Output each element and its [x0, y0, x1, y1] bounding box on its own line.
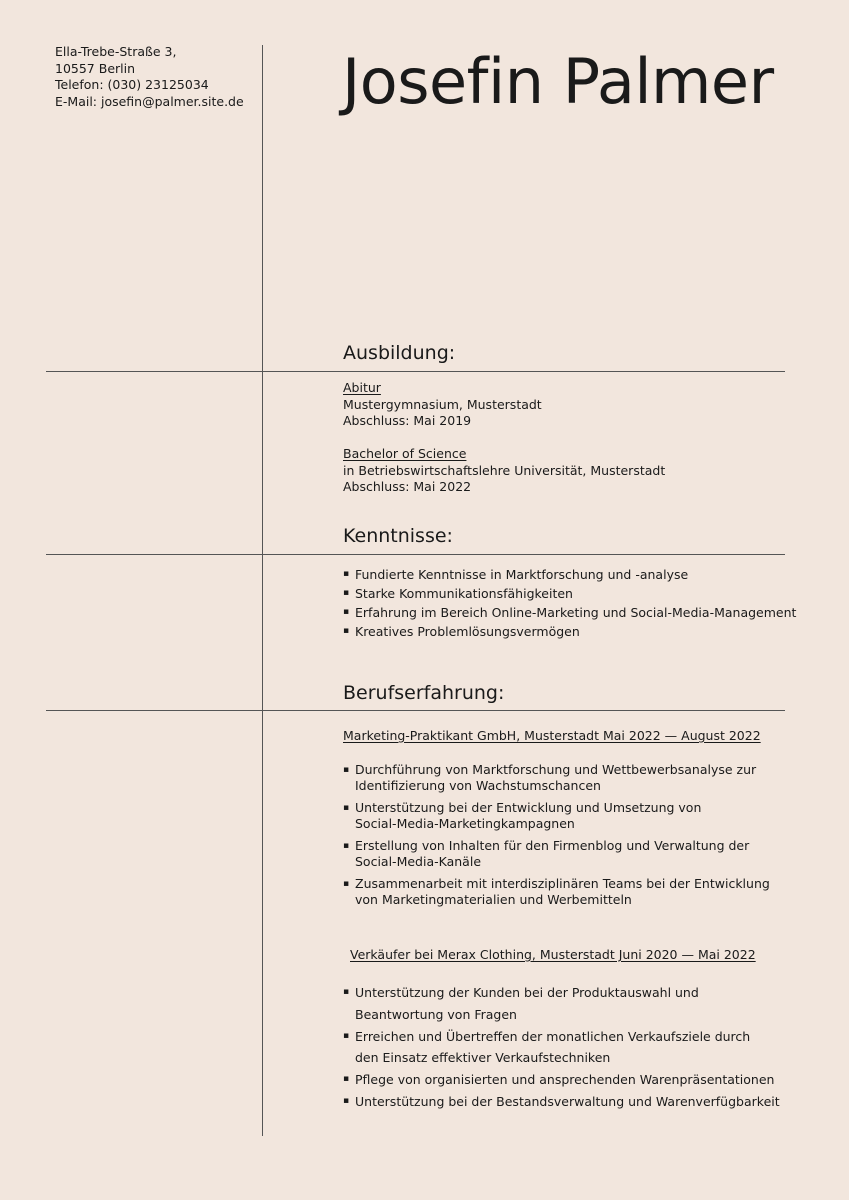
list-item: ▪ Kreatives Problemlösungsvermögen: [343, 622, 796, 641]
list-item: ▪ Zusammenarbeit mit interdisziplinären Teams bei der Entwicklung von Marketingmaterialien und Werbemitteln: [343, 876, 770, 908]
degree-institution: in Betriebswirtschaftslehre Universität, Musterstadt: [343, 462, 666, 478]
skills-divider: [46, 554, 785, 555]
list-item: ▪ Unterstützung bei der Bestandsverwaltung und Warenverfügbarkeit: [343, 1091, 780, 1113]
experience-heading: Berufserfahrung:: [343, 682, 505, 704]
contact-city: 10557 Berlin: [55, 60, 136, 76]
degree-title: Bachelor of Science: [343, 446, 467, 461]
contact-block: [55, 44, 244, 111]
list-item: ▪ Erreichen und Übertreffen der monatlichen Verkaufsziele durch den Einsatz effektiver Verkaufstechniken: [343, 1026, 780, 1069]
list-item: ▪ Erstellung von Inhalten für den Firmenblog und Verwaltung der Social-Media-Kanäle: [343, 838, 770, 870]
education-divider: [46, 371, 785, 372]
education-item: [343, 380, 542, 430]
contact-phone: Telefon: (030) 23125034: [55, 77, 209, 93]
degree-completion: Abschluss: Mai 2022: [343, 479, 472, 495]
experience-divider: [46, 710, 785, 711]
degree-title: Abitur: [343, 380, 381, 395]
degree-institution: Mustergymnasium, Musterstadt: [343, 396, 542, 412]
list-item: ▪ Starke Kommunikationsfähigkeiten: [343, 584, 796, 603]
page-title: Josefin Palmer: [342, 45, 774, 118]
list-item: ▪ Fundierte Kenntnisse in Marktforschung und -analyse: [343, 565, 796, 584]
education-heading: Ausbildung:: [343, 342, 456, 364]
job-title: Verkäufer bei Merax Clothing, Musterstadt Juni 2020 — Mai 2022: [350, 947, 756, 962]
list-item: ▪ Durchführung von Marktforschung und Wettbewerbsanalyse zur Identifizierung von Wachstumschancen: [343, 762, 770, 794]
skills-heading: Kenntnisse:: [343, 525, 453, 547]
skills-list: [343, 565, 796, 641]
list-item: ▪ Unterstützung der Kunden bei der Produktauswahl und Beantwortung von Fragen: [343, 982, 780, 1025]
list-item: ▪ Pflege von organisierten und ansprechenden Warenpräsentationen: [343, 1069, 780, 1091]
list-item: ▪ Unterstützung bei der Entwicklung und Umsetzung von Social-Media-Marketingkampagnen: [343, 800, 770, 832]
list-item: ▪ Erfahrung im Bereich Online-Marketing und Social-Media-Management: [343, 603, 796, 622]
contact-street: Ella-Trebe-Straße 3,: [55, 44, 177, 59]
job-bullets: [343, 762, 770, 914]
degree-completion: Abschluss: Mai 2019: [343, 413, 472, 429]
education-item: [343, 446, 665, 496]
job-bullets: [343, 982, 780, 1113]
job-title: Marketing-Praktikant GmbH, Musterstadt Mai 2022 — August 2022: [343, 728, 761, 743]
contact-email: E-Mail: josefin@palmer.site.de: [55, 94, 244, 110]
vertical-divider: [262, 45, 263, 1136]
